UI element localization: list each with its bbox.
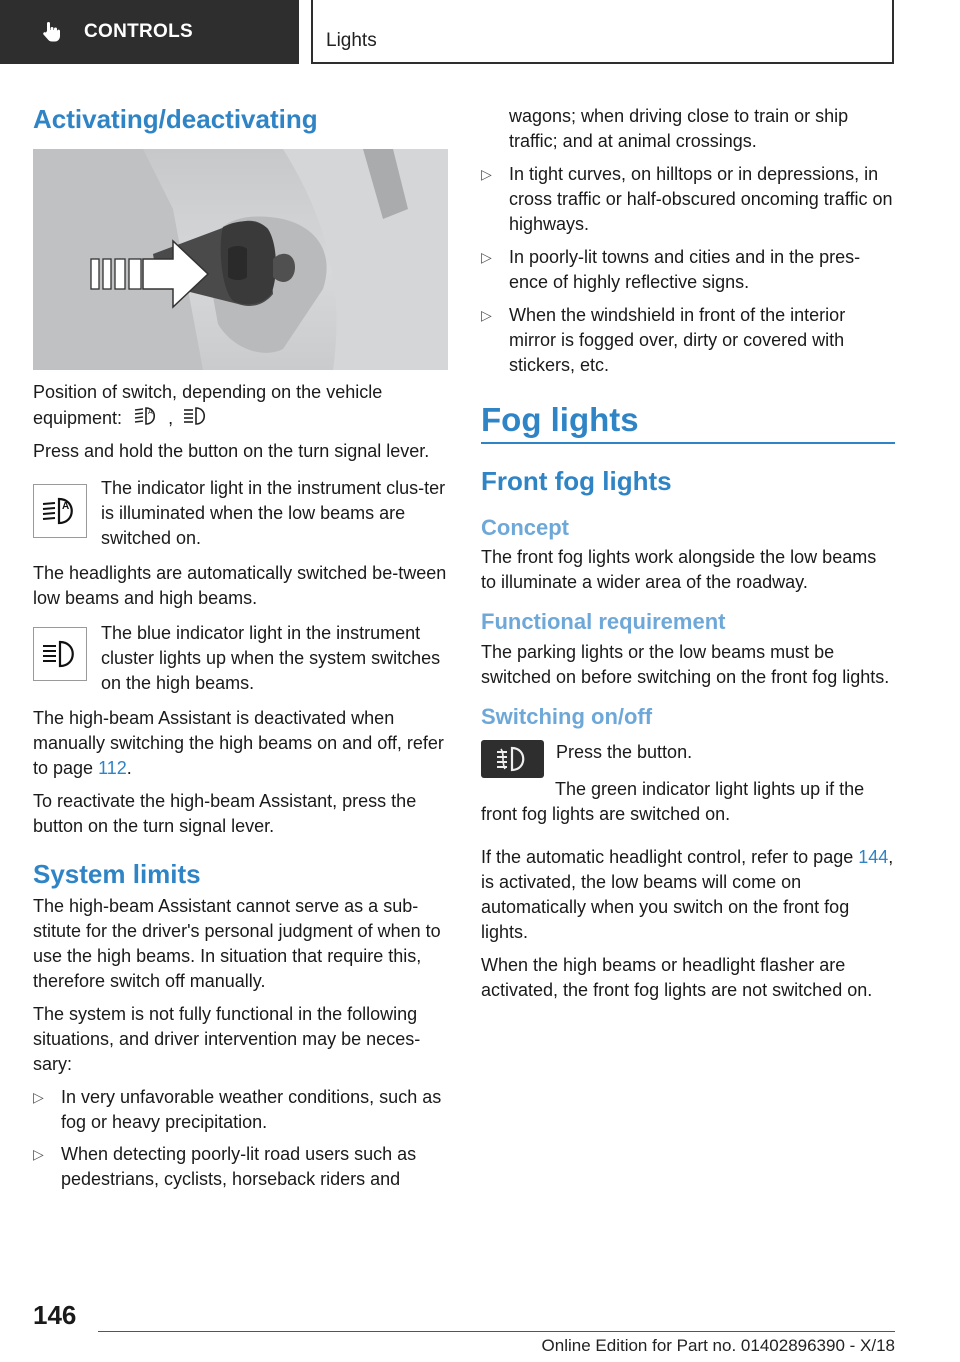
page-ref-112[interactable]: 112	[98, 758, 127, 779]
hand-pointer-icon	[40, 20, 64, 44]
requirement-text: The parking lights or the low beams must be switched on before switching on the front fog lights.	[481, 641, 890, 687]
svg-text:A: A	[148, 409, 153, 417]
auto-high-beam-indicator-icon	[33, 484, 87, 538]
heading-fog-lights: Fog lights	[481, 401, 639, 438]
auto-switch-text: The headlights are automatically switched be-tween low beams and high beams.	[33, 563, 447, 609]
triangle-bullet-icon: ▷	[481, 166, 492, 182]
svg-text:A: A	[62, 501, 70, 513]
concept-text: The front fog lights work alongside the low beams to illuminate a wider area of the roadway.	[481, 547, 877, 593]
fog-button-row	[481, 740, 895, 778]
page-ref-144[interactable]: 144	[858, 846, 889, 867]
list-item: ▷ In tight curves, on hilltops or in depressions, in cross traffic or half-obscured oncoming traffic on highways.	[481, 164, 893, 234]
list-item: ▷ When the windshield in front of the interior mirror is fogged over, dirty or covered with stickers, etc.	[481, 305, 846, 375]
heading-functional-requirement: Functional requirement	[481, 609, 726, 635]
limits-list-right	[481, 104, 895, 378]
flasher-text: When the high beams or headlight flasher are activated, the front fog lights are not switched on.	[481, 954, 873, 1000]
footer-divider	[98, 1331, 895, 1332]
press-button-text: Press the button.	[556, 741, 693, 762]
chapter-title: Lights	[326, 30, 377, 51]
page-number: 146	[33, 1300, 77, 1330]
indicator-auto-row	[33, 476, 448, 551]
fog-light-button-icon	[481, 740, 544, 778]
heading-fog-lights-block	[481, 400, 895, 444]
heading-switching: Switching on/off	[481, 703, 653, 729]
heading-front-fog-lights: Front fog lights	[481, 465, 672, 496]
list-item: ▷ When detecting poorly-lit road users such as pedestrians, cyclists, horseback riders and	[33, 1144, 417, 1190]
list-item: ▷ In poorly-lit towns and cities and in the pres-ence of highly reflective signs.	[481, 247, 861, 292]
deactivated-text: The high-beam Assistant is deactivated when manually switching the high beams on and off, refer to page 112.	[33, 708, 444, 779]
limits-paragraph-2: The system is not fully functional in the following situations, and driver intervention may be neces-sary:	[33, 1004, 421, 1075]
green-indicator-text: The green indicator light lights up if the front fog lights are switched on.	[481, 778, 865, 824]
section-tab-label: CONTROLS	[84, 21, 194, 42]
high-beam-auto-icon	[133, 405, 159, 427]
auto-headlight-text: If the automatic headlight control, refer to page 144, is activated, the low beams will come on automatically when you switch on the front fog lights.	[481, 846, 894, 942]
heading-system-limits: System limits	[33, 859, 201, 890]
fog-button-text	[556, 740, 692, 778]
left-column	[33, 96, 448, 1192]
caption-position: Position of switch, depending on the vehicle equipment: A ,	[33, 382, 383, 429]
indicator-auto-text: The indicator light in the instrument clus-ter is illuminated when the low beams are switched on.	[101, 478, 446, 549]
edition-text: Online Edition for Part no. 01402896390 - X/18	[541, 1336, 895, 1355]
triangle-bullet-icon: ▷	[33, 1089, 44, 1106]
list-item: ▷ In very unfavorable weather conditions, such as fog or heavy precipitation.	[33, 1087, 442, 1133]
indicator-blue-text: The blue indicator light in the instrument cluster lights up when the system switches on the high beams.	[101, 623, 441, 694]
triangle-bullet-icon: ▷	[481, 249, 492, 265]
list-item-continued: wagons; when driving close to train or ship traffic; and at animal crossings.	[509, 106, 849, 151]
turn-signal-lever-illustration	[33, 149, 448, 370]
press-hold-text: Press and hold the button on the turn signal lever.	[33, 441, 430, 462]
section-tab-controls[interactable]	[0, 0, 299, 64]
high-beam-icon	[182, 405, 208, 427]
reactivate-text: To reactivate the high-beam Assistant, press the button on the turn signal lever.	[33, 791, 417, 837]
right-column	[481, 104, 895, 1003]
triangle-bullet-icon: ▷	[481, 307, 492, 323]
high-beam-indicator-icon	[33, 627, 87, 681]
indicator-blue-row	[33, 621, 448, 696]
heading-concept: Concept	[481, 514, 569, 540]
triangle-bullet-icon: ▷	[33, 1146, 44, 1163]
heading-activating: Activating/deactivating	[33, 104, 318, 134]
limits-list-left	[33, 1085, 448, 1192]
switch-position-figure	[33, 149, 448, 370]
limits-paragraph-1: The high-beam Assistant cannot serve as a sub-stitute for the driver's personal judgment of when to use the high beams. In situation that require this, therefore switch off manually.	[33, 896, 441, 992]
chapter-header	[311, 0, 894, 64]
